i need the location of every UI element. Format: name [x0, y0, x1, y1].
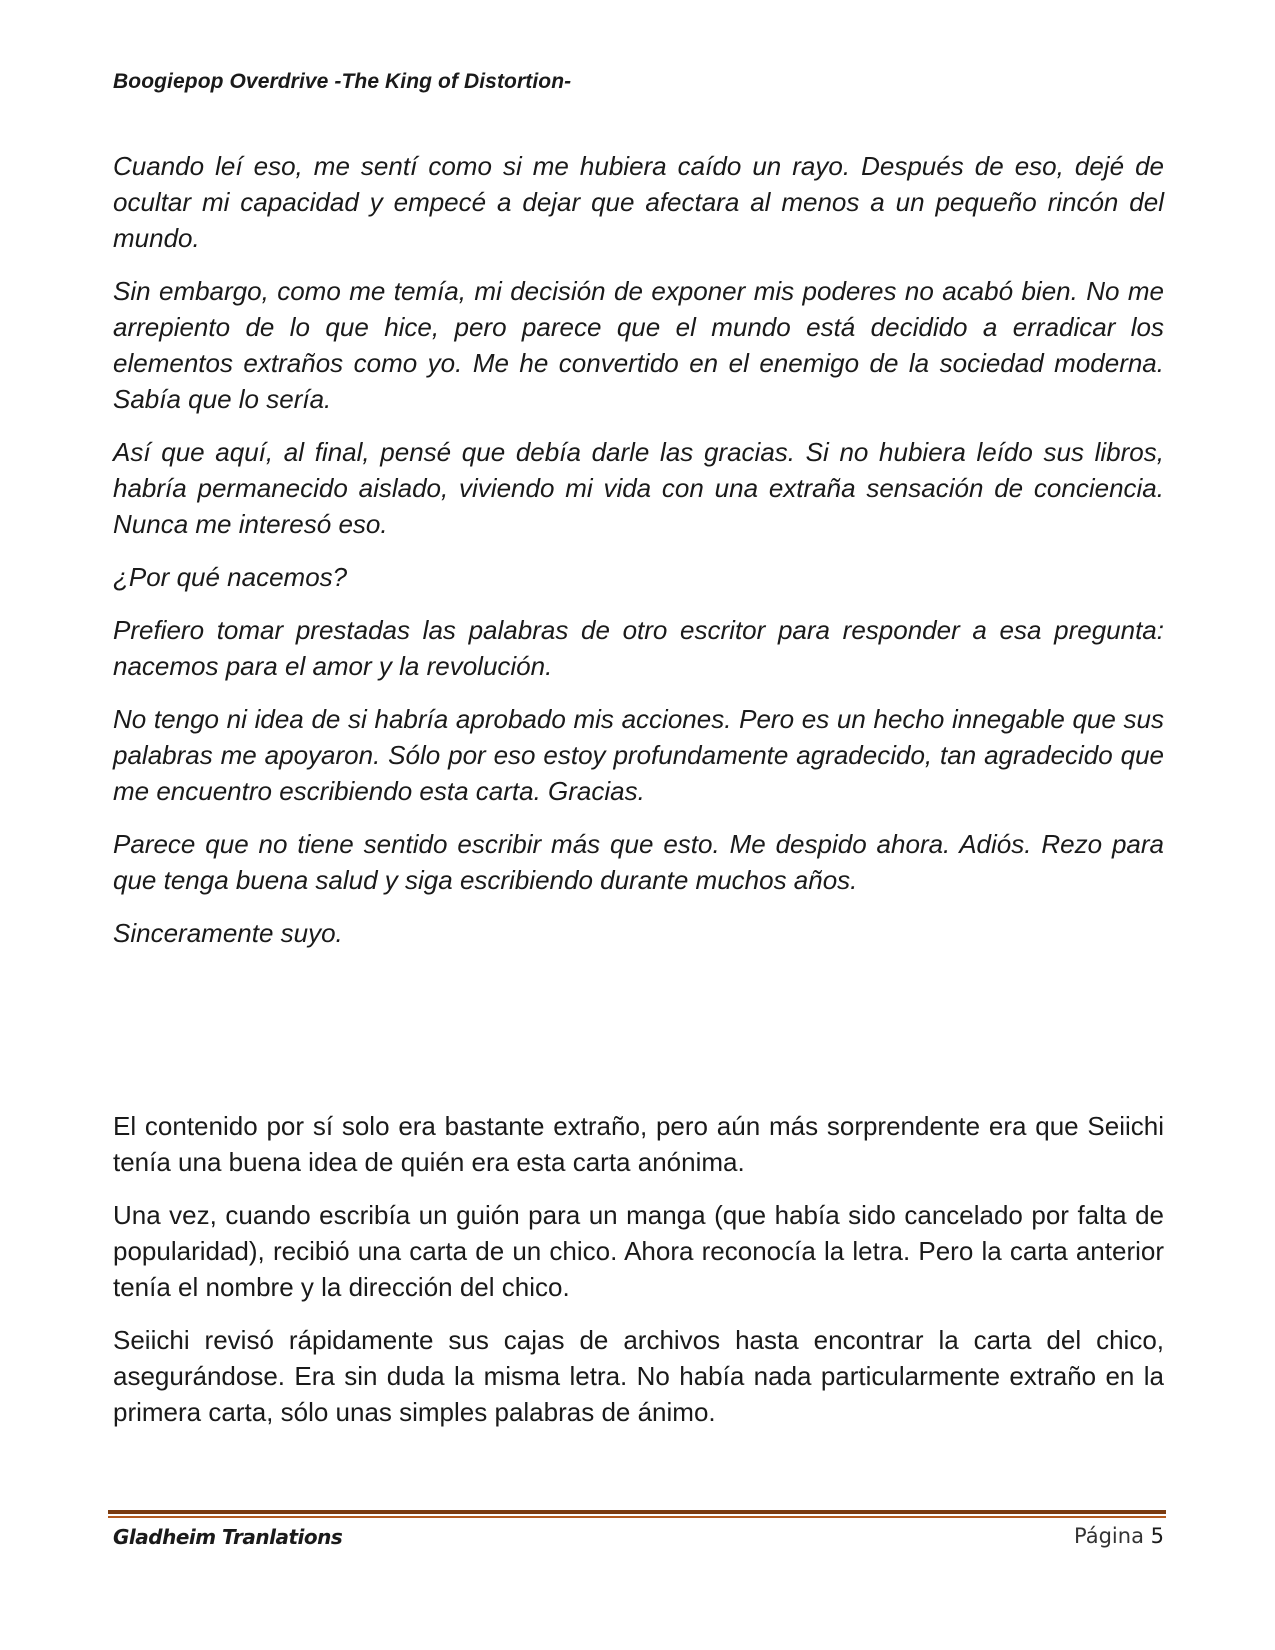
page-body	[113, 148, 1164, 1447]
letter-paragraph: Cuando leí eso, me sentí como si me hubiera caído un rayo. Después de eso, dejé de ocultar mi capacidad y empecé a dejar que afectara al menos a un pequeño rincón del mundo.	[113, 151, 1164, 253]
footer-translator: Gladheim Tranlations	[113, 1525, 343, 1549]
page-label: Página	[1074, 1524, 1144, 1548]
letter-paragraph: ¿Por qué nacemos?	[113, 562, 348, 592]
letter-paragraph: Sin embargo, como me temía, mi decisión de exponer mis poderes no acabó bien. No me arrepiento de lo que hice, pero parece que el mundo está decidido a erradicar los elementos extraños como yo. Me he convertido en el enemigo de la sociedad moderna. Sabía que lo sería.	[113, 276, 1164, 414]
letter-paragraph: Prefiero tomar prestadas las palabras de otro escritor para responder a esa pregunta: nacemos para el amor y la revolución.	[113, 615, 1164, 681]
narrative-paragraph: Seiichi revisó rápidamente sus cajas de archivos hasta encontrar la carta del chico, asegurándose. Era sin duda la misma letra. No había nada particularmente extraño en la primera carta, sólo unas simples palabras de ánimo.	[113, 1325, 1164, 1427]
letter-paragraph: No tengo ni idea de si habría aprobado mis acciones. Pero es un hecho innegable que sus palabras me apoyaron. Sólo por eso estoy profundamente agradecido, tan agradecido que me encuentro escribiendo esta carta. Gracias.	[113, 704, 1164, 806]
page-header-title: Boogiepop Overdrive -The King of Distortion-	[113, 70, 572, 93]
narrative-paragraph: El contenido por sí solo era bastante extraño, pero aún más sorprendente era que Seiichi tenía una buena idea de quién era esta carta anónima.	[113, 1111, 1164, 1177]
letter-paragraph: Parece que no tiene sentido escribir más que esto. Me despido ahora. Adiós. Rezo para que tenga buena salud y siga escribiendo durante muchos años.	[113, 829, 1164, 895]
section-spacer	[113, 968, 1164, 1108]
footer-page	[1074, 1524, 1164, 1548]
page-number: 5	[1150, 1524, 1164, 1548]
narrative-paragraph: Una vez, cuando escribía un guión para un manga (que había sido cancelado por falta de popularidad), recibió una carta de un chico. Ahora reconocía la letra. Pero la carta anterior tenía el nombre y la dirección del chico.	[113, 1200, 1164, 1302]
footer-divider	[108, 1510, 1166, 1518]
letter-closing: Sinceramente suyo.	[113, 918, 343, 948]
letter-paragraph: Así que aquí, al final, pensé que debía darle las gracias. Si no hubiera leído sus libros, habría permanecido aislado, viviendo mi vida con una extraña sensación de conciencia. Nunca me interesó eso.	[113, 437, 1164, 539]
